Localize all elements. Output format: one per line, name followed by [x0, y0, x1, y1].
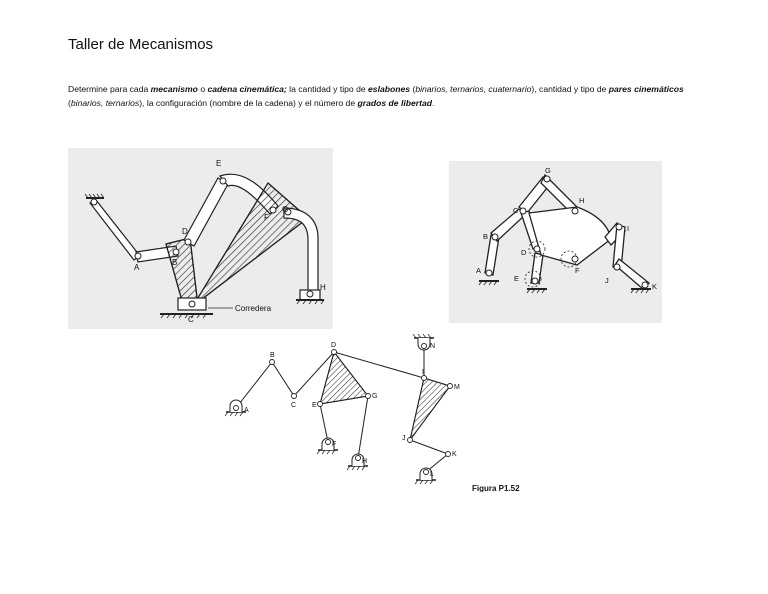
label-G: G — [545, 166, 551, 175]
label-J: J — [402, 435, 406, 442]
label-G: G — [282, 205, 289, 214]
page-title: Taller de Mecanismos — [68, 36, 214, 53]
label-J: J — [605, 276, 609, 285]
label-A: A — [244, 407, 249, 414]
label-B: B — [270, 352, 275, 359]
slider-label: Corredera — [235, 304, 272, 313]
label-K: K — [452, 451, 457, 458]
label-B: B — [172, 258, 178, 267]
label-D: D — [182, 227, 188, 236]
label-K: K — [652, 282, 658, 291]
label-I: I — [422, 369, 424, 376]
label-D: D — [521, 248, 527, 257]
figure-mechanism-slider — [68, 148, 333, 329]
label-C: C — [291, 402, 297, 409]
label-I: I — [627, 224, 630, 233]
label-C: C — [188, 315, 194, 324]
label-E: E — [216, 159, 222, 168]
label-E: E — [312, 402, 317, 409]
label-H: H — [362, 458, 368, 465]
figure-mechanism-multilink — [449, 161, 662, 323]
label-F: F — [264, 213, 269, 222]
label-F: F — [332, 441, 337, 448]
label-A: A — [134, 263, 140, 272]
label-G: G — [372, 393, 378, 400]
label-L: L — [430, 471, 434, 478]
label-E: E — [514, 274, 520, 283]
label-H: H — [579, 196, 585, 205]
label-A: A — [476, 266, 482, 275]
label-F: F — [575, 266, 580, 275]
instructions-paragraph: Determine para cada mecanismo o cadena cinemática; la cantidad y tipo de eslabones (binarios, ternarios, cuaternario), cantidad y tipo de pares cinemáticos (binarios, ternarios), la configuración (nombre de la cadena) y el número de grados de libertad. — [68, 84, 684, 108]
label-D: D — [331, 342, 337, 349]
label-N: N — [430, 343, 436, 350]
figure-kinematic-chain — [208, 334, 534, 492]
figure-caption: Figura P1.52 — [472, 484, 520, 492]
label-M: M — [454, 384, 460, 391]
label-C: C — [513, 206, 519, 215]
label-B: B — [483, 232, 489, 241]
label-H: H — [320, 283, 326, 292]
